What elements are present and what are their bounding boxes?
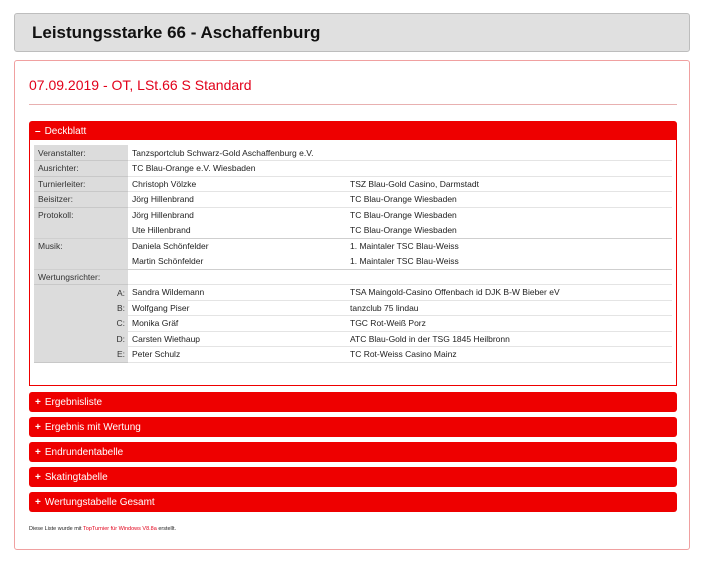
expand-icon: +	[35, 446, 41, 458]
row-club: TC Blau-Orange Wiesbaden	[346, 223, 672, 239]
table-row	[34, 331, 672, 347]
row-club: TC Blau-Orange Wiesbaden	[350, 210, 457, 220]
main-panel	[14, 60, 690, 550]
accordion-wertungstabelle-gesamt-header[interactable]	[29, 492, 677, 512]
expand-icon: +	[35, 421, 41, 433]
deckblatt-panel	[29, 140, 677, 386]
judge-letter: E:	[34, 347, 128, 363]
event-title: 07.09.2019 - OT, LSt.66 S Standard	[29, 77, 252, 93]
row-name: Daniela Schönfelder	[132, 241, 209, 251]
accordion-label: Endrundentabelle	[44, 446, 124, 458]
row-name: Wolfgang Piser	[128, 300, 346, 316]
table-row	[34, 269, 672, 285]
row-label: Protokoll:	[34, 207, 128, 223]
row-club: ATC Blau-Gold in der TSG 1845 Heilbronn	[346, 331, 672, 347]
judge-letter: B:	[34, 300, 128, 316]
row-name: TC Blau-Orange e.V. Wiesbaden	[128, 161, 672, 177]
row-club: TSA Maingold-Casino Offenbach id DJK B-W Bieber eV	[346, 285, 672, 301]
accordion-deckblatt-header[interactable]	[29, 121, 677, 141]
row-label: Veranstalter:	[34, 145, 128, 161]
row-name: Sandra Wildemann	[128, 285, 346, 301]
row-name: Ute Hillenbrand	[128, 223, 346, 239]
accordion-skatingtabelle-header[interactable]	[29, 467, 677, 487]
row-label: Musik:	[34, 238, 128, 254]
footer-prefix: Diese Liste wurde mit	[29, 526, 84, 532]
row-label	[34, 223, 128, 239]
row-name: Jörg Hillenbrand	[128, 192, 346, 208]
page-title: Leistungsstarke 66 - Aschaffenburg	[32, 22, 321, 42]
table-row	[34, 347, 672, 363]
table-row	[34, 161, 672, 177]
row-label: Turnierleiter:	[34, 176, 128, 192]
topturnier-link[interactable]: TopTurnier für Windows V8.8a	[83, 526, 157, 532]
expand-icon: +	[35, 396, 41, 408]
accordion-ergebnisliste-header[interactable]	[29, 392, 677, 412]
table-row	[34, 316, 672, 332]
row-name: Carsten Wiethaup	[128, 331, 346, 347]
row-label	[34, 254, 128, 270]
expand-icon: +	[35, 471, 41, 483]
row-club: TC Blau-Orange Wiesbaden	[346, 192, 672, 208]
table-row	[34, 176, 672, 192]
accordion-label: Deckblatt	[44, 125, 87, 137]
expand-icon: +	[35, 496, 41, 508]
table-row	[34, 207, 672, 223]
row-label: Wertungsrichter:	[34, 269, 128, 285]
accordion-label: Skatingtabelle	[44, 471, 108, 483]
row-club: 1. Maintaler TSC Blau-Weiss	[350, 241, 459, 251]
table-row	[34, 254, 672, 270]
footer-note	[29, 526, 176, 532]
row-name	[128, 269, 672, 285]
page-header	[14, 13, 690, 52]
accordion-label: Ergebnis mit Wertung	[44, 421, 141, 433]
table-row	[34, 192, 672, 208]
judge-letter: A:	[34, 285, 128, 301]
row-club: TGC Rot-Weiß Porz	[346, 316, 672, 332]
row-name: Martin Schönfelder	[128, 254, 346, 270]
row-label: Beisitzer:	[34, 192, 128, 208]
judge-letter: D:	[34, 331, 128, 347]
row-club: 1. Maintaler TSC Blau-Weiss	[346, 254, 672, 270]
judge-letter: C:	[34, 316, 128, 332]
accordion-endrundentabelle-header[interactable]	[29, 442, 677, 462]
row-club: TC Rot-Weiss Casino Mainz	[346, 347, 672, 363]
row-name: Monika Gräf	[128, 316, 346, 332]
accordion-label: Ergebnisliste	[44, 396, 103, 408]
collapse-icon: –	[35, 125, 41, 137]
divider	[29, 104, 677, 105]
table-row	[34, 285, 672, 301]
row-name: Jörg Hillenbrand	[132, 210, 194, 220]
table-row	[34, 145, 672, 161]
row-name: Christoph Völzke	[128, 176, 346, 192]
accordion-label: Wertungstabelle Gesamt	[44, 496, 155, 508]
table-row	[34, 300, 672, 316]
row-club: TSZ Blau-Gold Casino, Darmstadt	[346, 176, 672, 192]
footer-suffix: erstellt.	[156, 526, 177, 532]
row-name: Tanzsportclub Schwarz-Gold Aschaffenburg e.V.	[128, 145, 672, 161]
deckblatt-table	[34, 145, 672, 363]
table-row	[34, 238, 672, 254]
table-row	[34, 223, 672, 239]
row-label: Ausrichter:	[34, 161, 128, 177]
accordion-ergebnis-mit-wertung-header[interactable]	[29, 417, 677, 437]
row-club: tanzclub 75 lindau	[346, 300, 672, 316]
row-name: Peter Schulz	[128, 347, 346, 363]
